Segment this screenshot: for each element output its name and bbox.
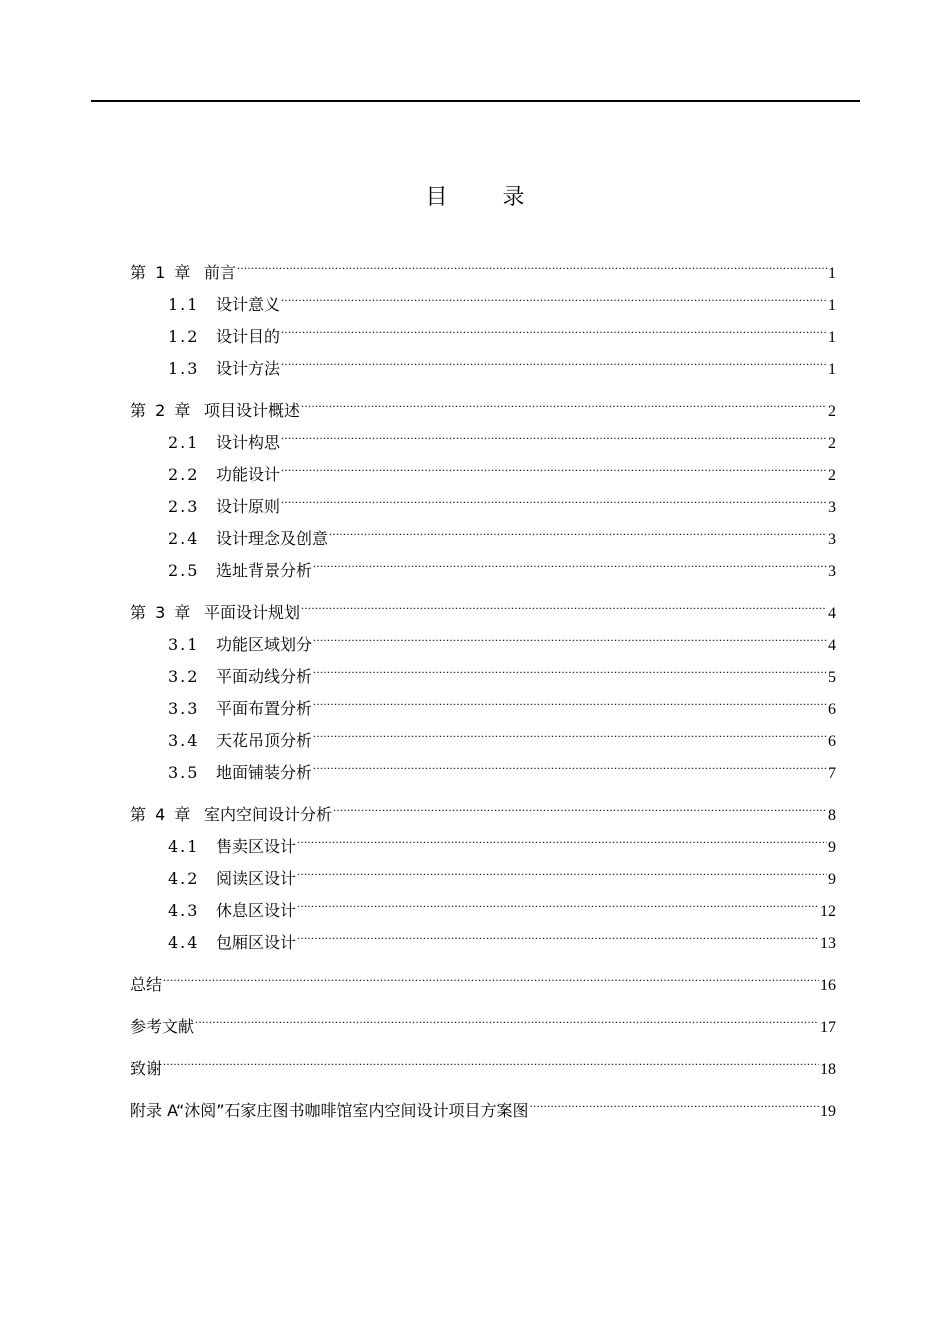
toc-dot-leader bbox=[297, 852, 827, 884]
toc-dot-leader bbox=[297, 884, 819, 916]
toc-entry-number: 2.5 bbox=[168, 561, 200, 580]
toc-entry-page: 1 bbox=[828, 265, 836, 282]
toc-entry-page: 13 bbox=[820, 935, 836, 952]
toc-entry-title: 总结 bbox=[130, 975, 163, 994]
toc-entry-page: 4 bbox=[828, 605, 836, 622]
toc-entry-page: 9 bbox=[828, 839, 836, 856]
toc-entry-page: 2 bbox=[828, 467, 836, 484]
toc-entry-title: 设计意义 bbox=[216, 295, 281, 314]
toc-entry-title: 设计原则 bbox=[216, 497, 281, 516]
toc-dot-leader bbox=[301, 586, 827, 618]
toc-dot-leader bbox=[281, 448, 827, 480]
toc-entry-title: 设计构思 bbox=[216, 433, 281, 452]
toc-entry-number: 3.1 bbox=[168, 635, 200, 654]
toc-entry-number: 4.4 bbox=[168, 933, 200, 952]
toc-entry-number: 第 2 章 bbox=[130, 401, 193, 420]
toc-entry-number: 第 4 章 bbox=[130, 805, 193, 824]
toc-dot-leader bbox=[313, 650, 827, 682]
toc-entry-number: 4.3 bbox=[168, 901, 200, 920]
toc-entry-title: 包厢区设计 bbox=[216, 933, 297, 952]
toc-entry[interactable] bbox=[130, 246, 836, 282]
toc-entry-title: 选址背景分析 bbox=[216, 561, 313, 580]
toc-entry-page: 9 bbox=[828, 871, 836, 888]
toc-entry-title: 休息区设计 bbox=[216, 901, 297, 920]
toc-entry[interactable] bbox=[130, 1042, 836, 1078]
header-rule bbox=[91, 100, 860, 102]
toc-entry-title: 室内空间设计分析 bbox=[204, 805, 333, 824]
toc-entry-page: 17 bbox=[820, 1019, 836, 1036]
table-of-contents bbox=[130, 246, 836, 1120]
toc-dot-leader bbox=[195, 1000, 819, 1032]
toc-entry-title: 致谢 bbox=[130, 1059, 163, 1078]
toc-entry-number: 1.3 bbox=[168, 359, 200, 378]
toc-entry-page: 7 bbox=[828, 765, 836, 782]
toc-dot-leader bbox=[163, 958, 819, 990]
toc-entry-page: 3 bbox=[828, 563, 836, 580]
toc-entry-page: 16 bbox=[820, 977, 836, 994]
toc-entry-page: 19 bbox=[820, 1103, 836, 1120]
toc-entry-page: 6 bbox=[828, 733, 836, 750]
toc-entry-title: 售卖区设计 bbox=[216, 837, 297, 856]
toc-dot-leader bbox=[333, 788, 827, 820]
toc-dot-leader bbox=[301, 384, 827, 416]
toc-entry-number: 第 3 章 bbox=[130, 603, 193, 622]
toc-entry-number: 3.3 bbox=[168, 699, 200, 718]
toc-entry-title: 设计方法 bbox=[216, 359, 281, 378]
toc-entry-number: 4.1 bbox=[168, 837, 200, 856]
toc-entry-title: 天花吊顶分析 bbox=[216, 731, 313, 750]
toc-entry-number: 4.2 bbox=[168, 869, 200, 888]
toc-dot-leader bbox=[329, 512, 827, 544]
toc-dot-leader bbox=[281, 310, 827, 342]
toc-entry-number: 1.1 bbox=[168, 295, 200, 314]
toc-entry-title: 参考文献 bbox=[130, 1017, 195, 1036]
toc-entry-title: 地面铺装分析 bbox=[216, 763, 313, 782]
toc-entry-title: 设计理念及创意 bbox=[216, 529, 329, 548]
toc-entry[interactable] bbox=[130, 788, 836, 824]
toc-entry-page: 1 bbox=[828, 297, 836, 314]
toc-entry-title: 功能设计 bbox=[216, 465, 281, 484]
toc-entry-page: 6 bbox=[828, 701, 836, 718]
toc-dot-leader bbox=[163, 1042, 819, 1074]
toc-entry[interactable] bbox=[130, 384, 836, 420]
toc-entry-title: 前言 bbox=[204, 263, 237, 282]
toc-entry-title: 阅读区设计 bbox=[216, 869, 297, 888]
toc-entry-title: 平面设计规划 bbox=[204, 603, 301, 622]
toc-entry-number: 2.2 bbox=[168, 465, 200, 484]
toc-dot-leader bbox=[281, 480, 827, 512]
toc-dot-leader bbox=[313, 746, 827, 778]
toc-dot-leader bbox=[281, 278, 827, 310]
toc-dot-leader bbox=[237, 246, 827, 278]
toc-entry-number: 3.2 bbox=[168, 667, 200, 686]
toc-dot-leader bbox=[297, 916, 819, 948]
toc-entry-page: 5 bbox=[828, 669, 836, 686]
toc-dot-leader bbox=[313, 544, 827, 576]
toc-entry-title: 平面布置分析 bbox=[216, 699, 313, 718]
toc-dot-leader bbox=[313, 714, 827, 746]
toc-entry[interactable] bbox=[130, 1084, 836, 1120]
toc-entry-page: 8 bbox=[828, 807, 836, 824]
toc-entry-page: 1 bbox=[828, 329, 836, 346]
toc-dot-leader bbox=[313, 682, 827, 714]
toc-title: 目 录 bbox=[425, 185, 549, 210]
toc-dot-leader bbox=[313, 618, 827, 650]
toc-entry-number: 第 1 章 bbox=[130, 263, 193, 282]
toc-entry-page: 1 bbox=[828, 361, 836, 378]
toc-entry-page: 2 bbox=[828, 435, 836, 452]
toc-entry-number: 2.1 bbox=[168, 433, 200, 452]
toc-entry-page: 3 bbox=[828, 499, 836, 516]
toc-entry-page: 4 bbox=[828, 637, 836, 654]
toc-entry-title: 功能区域划分 bbox=[216, 635, 313, 654]
toc-dot-leader bbox=[297, 820, 827, 852]
toc-entry[interactable] bbox=[130, 586, 836, 622]
toc-entry-title: 平面动线分析 bbox=[216, 667, 313, 686]
toc-dot-leader bbox=[281, 416, 827, 448]
toc-entry[interactable] bbox=[130, 958, 836, 994]
toc-entry-page: 3 bbox=[828, 531, 836, 548]
toc-dot-leader bbox=[281, 342, 827, 374]
toc-entry-title: 附录 A“沐阅”石家庄图书咖啡馆室内空间设计项目方案图 bbox=[130, 1101, 529, 1120]
toc-entry-title: 设计目的 bbox=[216, 327, 281, 346]
toc-entry-number: 3.4 bbox=[168, 731, 200, 750]
toc-entry-number: 3.5 bbox=[168, 763, 200, 782]
toc-entry-page: 12 bbox=[820, 903, 836, 920]
toc-entry-number: 2.3 bbox=[168, 497, 200, 516]
toc-entry-number: 2.4 bbox=[168, 529, 200, 548]
toc-entry-page: 2 bbox=[828, 403, 836, 420]
toc-entry[interactable] bbox=[130, 1000, 836, 1036]
toc-entry-number: 1.2 bbox=[168, 327, 200, 346]
toc-dot-leader bbox=[530, 1084, 819, 1116]
toc-entry-title: 项目设计概述 bbox=[204, 401, 301, 420]
toc-entry-page: 18 bbox=[820, 1061, 836, 1078]
